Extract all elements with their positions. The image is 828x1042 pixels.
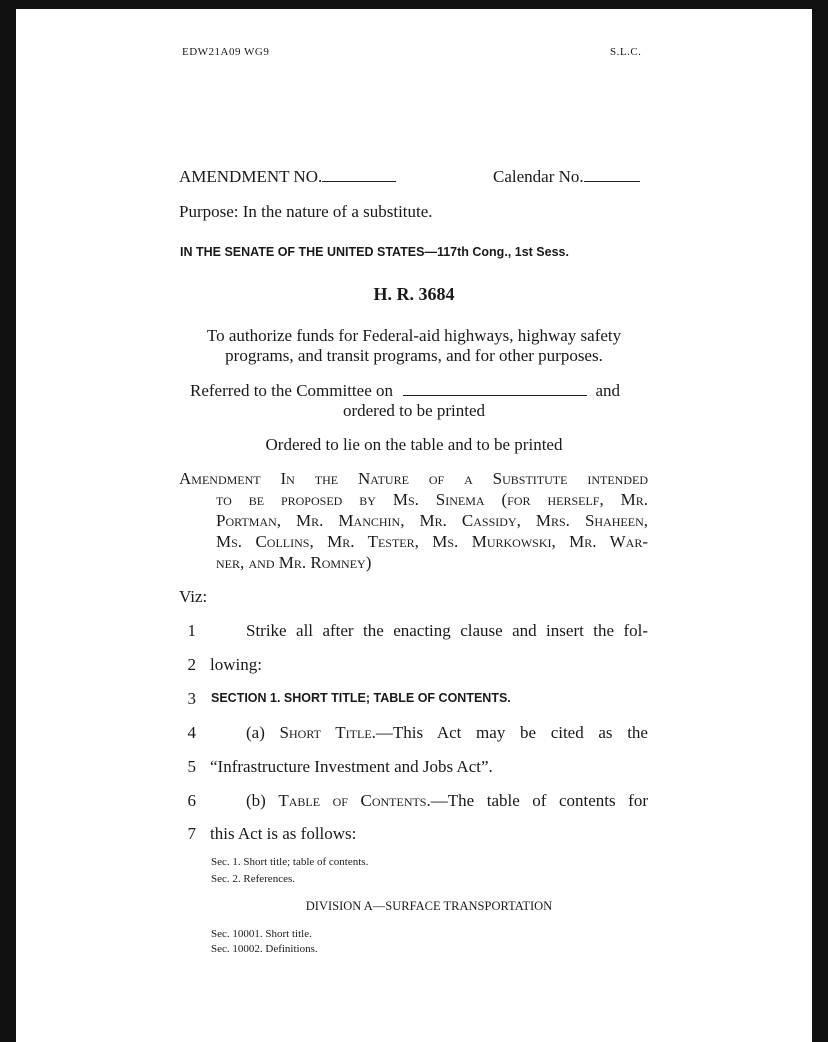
calendar-number-label: Calendar No.	[493, 167, 584, 186]
bill-title-line-1: To authorize funds for Federal-aid highways, highway safety	[206, 326, 622, 345]
calendar-number-line	[493, 167, 640, 187]
toc-item: Sec. 2. References.	[211, 873, 295, 885]
line-number: 5	[187, 757, 196, 776]
calendar-number-blank	[584, 167, 640, 182]
line-number: 7	[187, 824, 196, 843]
toc-item: Sec. 10001. Short title.	[211, 928, 312, 940]
line-number: 2	[187, 655, 196, 674]
bill-title-line-2: programs, and transit programs, and for other purposes.	[225, 346, 603, 365]
body-line-2: lowing:	[210, 655, 262, 674]
toc-item: Sec. 1. Short title; table of contents.	[211, 856, 369, 868]
senate-session-line: IN THE SENATE OF THE UNITED STATES—117th Cong., 1st Sess.	[180, 245, 569, 259]
bill-number: H. R. 3684	[373, 284, 455, 304]
amendment-intent-line-4: Ms. Collins, Mr. Tester, Ms. Murkowski, Mr. War-	[216, 532, 648, 551]
referred-line	[190, 381, 620, 401]
amendment-intent-line-2: to be proposed by Ms. Sinema (for herself, Mr.	[216, 490, 648, 509]
body-line-4: (a) Short Title.—This Act may be cited as the	[246, 723, 648, 742]
referred-prefix: Referred to the Committee on	[190, 381, 393, 400]
body-line-5: “Infrastructure Investment and Jobs Act”.	[210, 757, 493, 776]
line-number: 1	[187, 621, 196, 640]
ordered-lie-line: Ordered to lie on the table and to be printed	[265, 435, 563, 454]
document-page	[16, 9, 812, 1042]
document-code: EDW21A09 WG9	[182, 46, 270, 58]
amendment-number-line	[179, 167, 396, 187]
amendment-number-label: AMENDMENT NO.	[179, 167, 323, 186]
body-line-6: (b) Table of Contents.—The table of contents for	[246, 791, 648, 810]
body-line-1: Strike all after the enacting clause and insert the fol-	[246, 621, 648, 640]
line-number: 4	[187, 723, 196, 742]
toc-item: Sec. 10002. Definitions.	[211, 943, 318, 955]
amendment-intent-line-5: ner, and Mr. Romney)	[216, 553, 372, 572]
line-number: 3	[187, 689, 196, 708]
body-line-7: this Act is as follows:	[210, 824, 357, 843]
amendment-intent-line-1: Amendment In the Nature of a Substitute intended	[179, 469, 648, 488]
ordered-printed-line: ordered to be printed	[342, 401, 486, 420]
committee-blank	[403, 381, 587, 396]
slc-label: S.L.C.	[610, 46, 642, 58]
referred-suffix: and	[595, 381, 621, 400]
line-number: 6	[187, 791, 196, 810]
amendment-intent-line-3: Portman, Mr. Manchin, Mr. Cassidy, Mrs. Shaheen,	[216, 511, 648, 530]
viz-label: Viz:	[179, 587, 208, 606]
section-heading: SECTION 1. SHORT TITLE; TABLE OF CONTENTS.	[211, 691, 511, 705]
purpose-line: Purpose: In the nature of a substitute.	[179, 202, 433, 221]
toc-division-heading: DIVISION A—SURFACE TRANSPORTATION	[305, 899, 553, 913]
amendment-number-blank	[322, 167, 396, 182]
